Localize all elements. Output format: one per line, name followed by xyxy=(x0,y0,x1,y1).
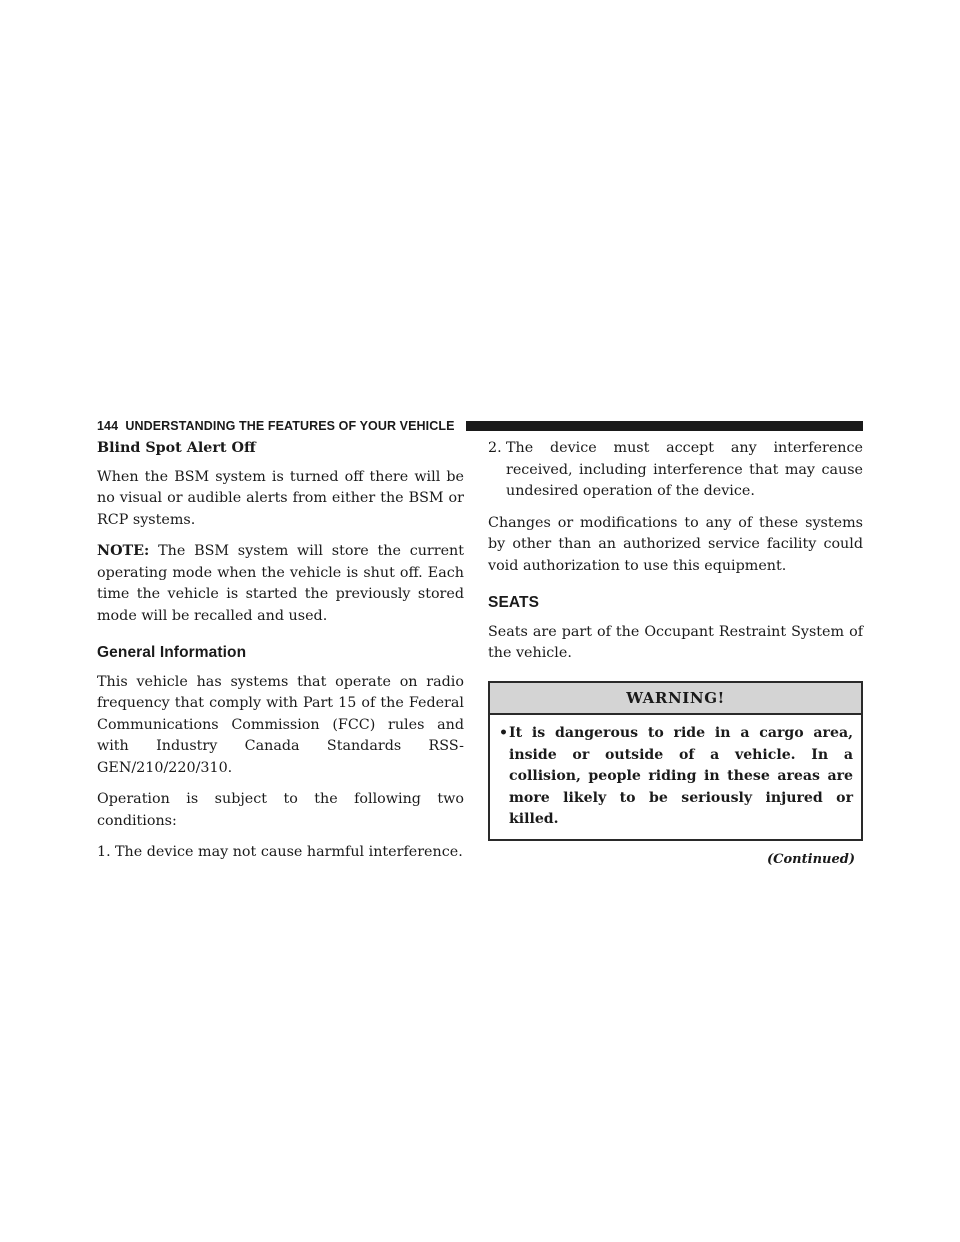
blind-spot-heading: Blind Spot Alert Off xyxy=(97,440,256,456)
left-column xyxy=(97,438,464,874)
general-information-heading: General Information xyxy=(97,644,247,661)
list-number: 2. xyxy=(488,440,502,456)
list-number: 1. xyxy=(97,844,111,860)
list-text: The device may not cause harmful interference. xyxy=(115,844,463,860)
warning-box xyxy=(488,681,863,841)
seats-heading: SEATS xyxy=(488,594,540,611)
changes-paragraph: Changes or modifications to any of these systems by other than an authorized service facility could void authorization to use this equipment. xyxy=(488,514,863,574)
section-title: UNDERSTANDING THE FEATURES OF YOUR VEHICLE xyxy=(125,419,455,433)
header-text xyxy=(97,419,455,433)
right-column xyxy=(488,438,863,870)
warning-body xyxy=(490,715,861,839)
note-paragraph xyxy=(97,541,464,627)
note-text: The BSM system will store the current operating mode when the vehicle is shut off. Each time the vehicle is started the previously stored mode will be recalled and used. xyxy=(97,543,464,624)
warning-text: It is dangerous to ride in a cargo area, inside or outside of a vehicle. In a collision, people riding in these areas are more likely to be seriously injured or killed. xyxy=(509,725,853,827)
warning-item xyxy=(499,723,853,831)
general-information-paragraph: This vehicle has systems that operate on radio frequency that comply with Part 15 of the Federal Communications Commission (FCC) rules and with Industry Canada Standards RSS- GEN/210/220/310. xyxy=(97,673,464,776)
bullet-icon: • xyxy=(499,725,509,741)
page-number: 144 xyxy=(97,419,119,433)
blind-spot-paragraph: When the BSM system is turned off there will be no visual or audible alerts from either the BSM or RCP systems. xyxy=(97,468,464,528)
list-text: The device must accept any interference received, including interference that may cause undesired operation of the device. xyxy=(506,440,863,499)
condition-item-2 xyxy=(488,438,863,503)
condition-item-1 xyxy=(97,842,464,864)
note-label: NOTE: xyxy=(97,543,150,559)
continued-label: (Continued) xyxy=(767,851,855,867)
conditions-intro: Operation is subject to the following two conditions: xyxy=(97,791,464,829)
warning-title: WARNING! xyxy=(490,683,861,716)
page-header xyxy=(97,418,863,434)
seats-paragraph: Seats are part of the Occupant Restraint System of the vehicle. xyxy=(488,623,863,661)
header-rule xyxy=(466,421,863,431)
